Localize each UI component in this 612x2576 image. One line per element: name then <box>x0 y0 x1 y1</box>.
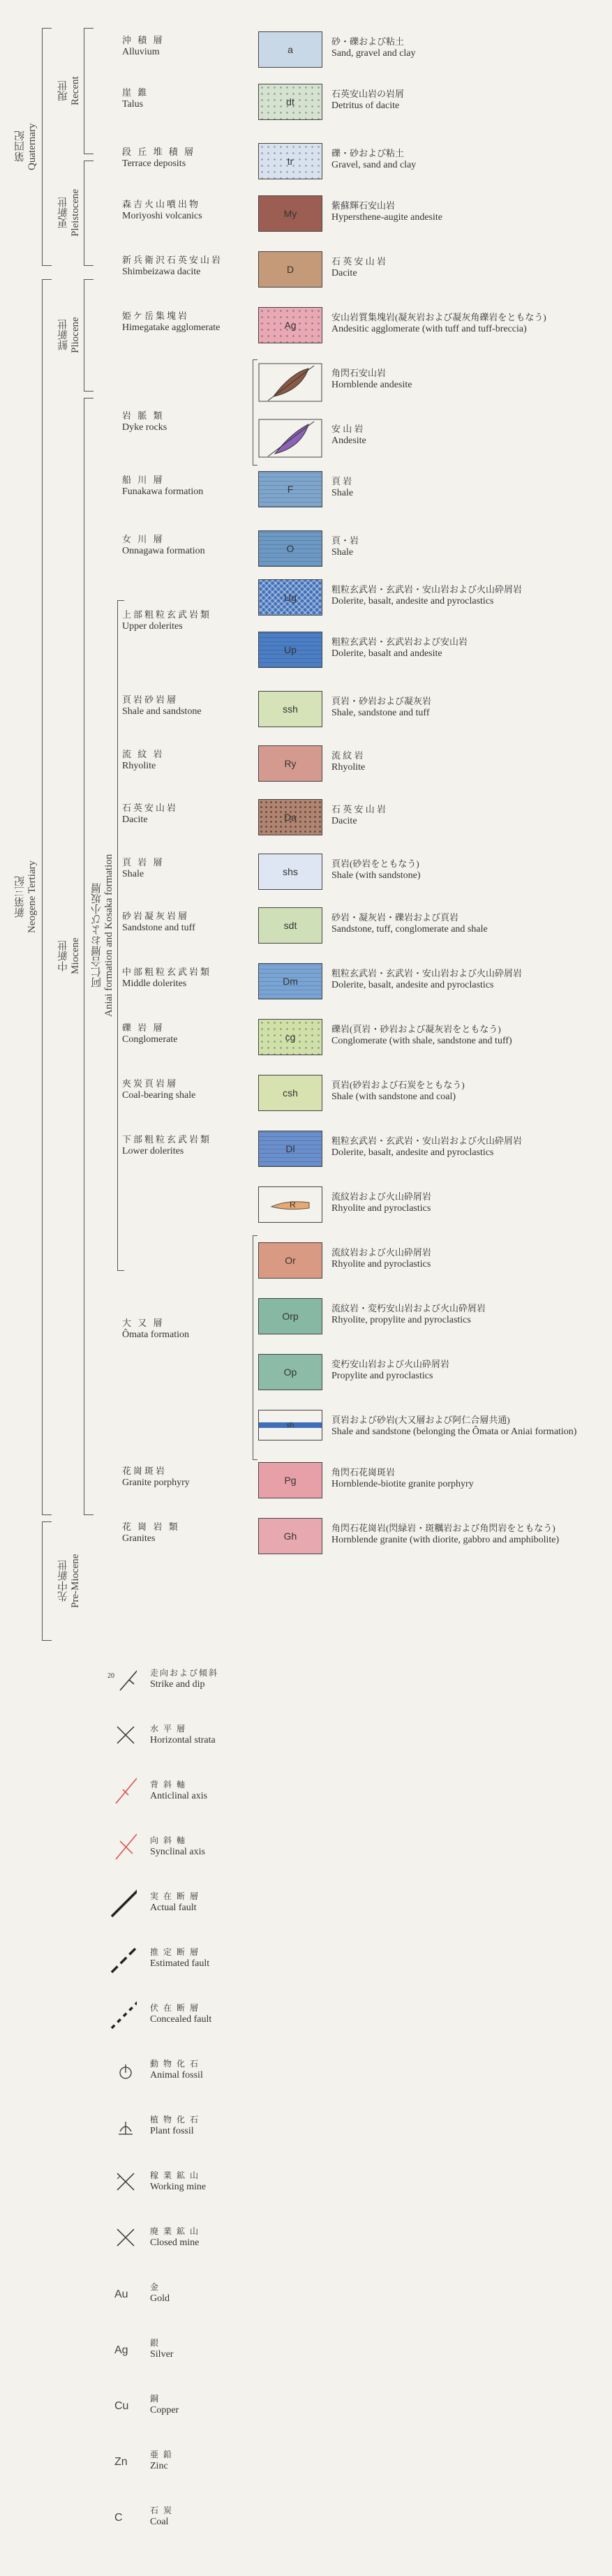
svg-text:Ag: Ag <box>114 2344 128 2356</box>
unit-description: Hornblende-biotite granite porphyry <box>331 1479 474 1489</box>
unit-description: Dolerite, basalt and andesite <box>331 648 442 659</box>
unit-description-jp: 安 山 岩 <box>331 424 364 434</box>
closed-mine-icon <box>105 2222 137 2254</box>
neogene-label: Neogene Tertiary <box>27 860 38 934</box>
legend-label-jp: 亜 鉛 <box>150 2450 174 2459</box>
legend-label: Actual fault <box>150 1903 197 1913</box>
mineral-copper-icon <box>105 2390 137 2422</box>
unit-description-jp: 石英安山岩の岩屑 <box>331 89 405 99</box>
miocene-jp: 中新世 <box>58 940 69 972</box>
unit-description-jp: 砂・礫および粘土 <box>331 36 405 47</box>
unit-description-jp: 角閃石花崗斑岩 <box>331 1467 396 1477</box>
svg-text:Cu: Cu <box>114 2400 129 2412</box>
unit-name: Talus <box>122 99 144 110</box>
unit-name-jp: 船 川 層 <box>122 475 165 485</box>
unit-color-box: a <box>258 31 322 68</box>
svg-text:C: C <box>114 2512 123 2524</box>
legend-label: Closed mine <box>150 2238 200 2248</box>
legend-label: Strike and dip <box>150 1679 205 1690</box>
unit-description: Conglomerate (with shale, sandstone and tuff) <box>331 1036 512 1046</box>
unit-name-jp: 流 紋 岩 <box>122 749 165 759</box>
unit-name: Conglomerate <box>122 1034 178 1045</box>
unit-name-jp: 沖 積 層 <box>122 35 165 45</box>
unit-description-jp: 礫岩(頁岩・砂岩および凝灰岩をともなう) <box>331 1024 501 1034</box>
unit-color-box: Dm <box>258 963 322 999</box>
legend-label: Silver <box>150 2349 174 2360</box>
animal-fossil-icon <box>105 2055 137 2087</box>
unit-name: Funakawa formation <box>122 486 204 497</box>
unit-description: Rhyolite, propylite and pyroclastics <box>331 1315 471 1325</box>
unit-name-jp: 女 川 層 <box>122 534 165 544</box>
svg-text:20: 20 <box>107 1672 114 1680</box>
unit-description: Rhyolite and pyroclastics <box>331 1259 431 1270</box>
legend-label-jp: 銅 <box>150 2394 161 2404</box>
unit-name-jp: 上部粗粒玄武岩類 <box>122 609 212 620</box>
unit-description: Hypersthene-augite andesite <box>331 212 442 223</box>
unit-name-jp: 花 崗 岩 類 <box>122 1521 180 1532</box>
unit-color-box: csh <box>258 1075 322 1111</box>
unit-description: Shale <box>331 547 354 558</box>
legend-label-jp: 金 <box>150 2282 161 2292</box>
unit-description-jp: 紫蘇輝石安山岩 <box>331 200 396 211</box>
unit-color-box: ssh <box>258 691 322 727</box>
unit-description-jp: 頁岩(砂岩をともなう) <box>331 858 419 869</box>
estimated-fault-icon <box>105 1943 137 1975</box>
aniai-label: Aniai formation and Kosaka formation <box>103 854 114 1017</box>
unit-description: Hornblende granite (with diorite, gabbro and amphibolite) <box>331 1535 560 1545</box>
mineral-zinc-icon <box>105 2445 137 2478</box>
unit-name-jp: 中部粗粒玄武岩類 <box>122 967 212 977</box>
pliocene-jp: 鮮新世 <box>58 319 69 351</box>
unit-description: Hornblende andesite <box>331 380 412 390</box>
unit-description: Dacite <box>331 268 357 278</box>
svg-text:Au: Au <box>114 2288 128 2300</box>
unit-color-box: Or <box>258 1242 322 1279</box>
pleistocene-label: Pleistocene <box>70 188 81 237</box>
anticlinal-axis-icon <box>105 1775 137 1808</box>
unit-description: Andesitic agglomerate (with tuff and tuff-breccia) <box>331 324 527 334</box>
unit-name: Rhyolite <box>122 761 156 771</box>
quaternary-label: Quaternary <box>27 123 38 170</box>
unit-name-jp: 頁岩砂岩層 <box>122 694 179 705</box>
legend-label-jp: 推 定 断 層 <box>150 1947 200 1957</box>
unit-description: Dolerite, basalt, andesite and pyroclastics <box>331 596 494 606</box>
unit-description: Detritus of dacite <box>331 100 400 111</box>
legend-label-jp: 背 斜 軸 <box>150 1780 187 1789</box>
unit-color-box: Orp <box>258 1298 322 1334</box>
unit-name-jp: 岩 脈 類 <box>122 410 165 421</box>
unit-name-jp: 花崗斑岩 <box>122 1466 167 1476</box>
unit-color-box: sh <box>258 1410 322 1440</box>
legend-label-jp: 実 在 断 層 <box>150 1891 200 1901</box>
unit-description: Rhyolite <box>331 762 366 773</box>
unit-description-jp: 粗粒玄武岩・玄武岩・安山岩および火山砕屑岩 <box>331 1136 523 1146</box>
unit-description: Shale and sandstone (belonging the Ômata or Aniai formation) <box>331 1427 577 1437</box>
unit-description-jp: 流紋岩および火山砕屑岩 <box>331 1247 432 1258</box>
unit-description: Dolerite, basalt, andesite and pyroclastics <box>331 980 494 990</box>
unit-name-jp: 礫 岩 層 <box>122 1022 165 1033</box>
mineral-coal-icon <box>105 2501 137 2533</box>
plant-fossil-icon <box>105 2110 137 2143</box>
recent-jp: 現世 <box>58 80 69 101</box>
legend-label-jp: 稼 業 鉱 山 <box>150 2171 200 2180</box>
strike-dip-icon <box>105 1664 137 1696</box>
unit-description-jp: 頁岩(砂岩および石炭をともなう) <box>331 1080 465 1090</box>
mineral-gold-icon <box>105 2278 137 2310</box>
unit-description-jp: 粗粒玄武岩・玄武岩・安山岩および火山砕屑岩 <box>331 968 523 978</box>
pliocene-label: Pliocene <box>70 317 81 353</box>
unit-name: Dyke rocks <box>122 422 167 433</box>
legend-label-jp: 廃 業 鉱 山 <box>150 2226 200 2236</box>
unit-description: Sand, gravel and clay <box>331 48 416 59</box>
unit-description-jp: 安山岩質集塊岩(凝灰岩および凝灰角礫岩をともなう) <box>331 312 546 322</box>
unit-name-jp: 砂岩凝灰岩層 <box>122 911 190 921</box>
unit-description-jp: 石 英 安 山 岩 <box>331 804 387 814</box>
legend-label-jp: 銀 <box>150 2338 161 2348</box>
unit-name: Coal-bearing shale <box>122 1090 196 1101</box>
concealed-fault-icon <box>105 1999 137 2031</box>
unit-color-box: dt <box>258 84 322 120</box>
unit-name: Granite porphyry <box>122 1477 190 1488</box>
unit-description-jp: 頁岩・砂岩および凝灰岩 <box>331 696 432 706</box>
unit-name-jp: 姫ケ岳集塊岩 <box>122 311 190 321</box>
unit-description-jp: 角閃石安山岩 <box>331 368 387 378</box>
unit-name-jp: 夾炭頁岩層 <box>122 1078 179 1089</box>
legend-label-jp: 植 物 化 石 <box>150 2115 200 2124</box>
unit-description-jp: 頁 岩 <box>331 476 352 486</box>
unit-color-box: Gh <box>258 1518 322 1554</box>
unit-name: Upper dolerites <box>122 621 183 632</box>
andesite-dyke-symbol <box>258 419 322 461</box>
unit-description: Dacite <box>331 816 357 826</box>
unit-name-jp: 崖 錐 <box>122 87 149 98</box>
unit-description-jp: 粗粒玄武岩・玄武岩・安山岩および火山砕屑岩 <box>331 584 523 595</box>
legend-label: Estimated fault <box>150 1958 210 1969</box>
miocene-label: Miocene <box>70 937 81 975</box>
legend-label: Coal <box>150 2517 169 2527</box>
unit-description-jp: 砂岩・凝灰岩・礫岩および頁岩 <box>331 912 459 923</box>
unit-name: Dacite <box>122 814 148 825</box>
unit-name-jp: 新兵衛沢石英安山岩 <box>122 255 223 265</box>
pleistocene-jp: 更新世 <box>58 197 69 229</box>
unit-name: Shimbeizawa dacite <box>122 267 201 277</box>
unit-color-box: Da <box>258 799 322 835</box>
unit-name: Middle dolerites <box>122 978 187 989</box>
recent-label: Recent <box>70 76 81 105</box>
unit-name-jp: 頁 岩 層 <box>122 857 165 868</box>
unit-name: Alluvium <box>122 47 160 57</box>
legend-label: Working mine <box>150 2182 207 2192</box>
unit-color-box: Up <box>258 632 322 668</box>
unit-name: Himegatake agglomerate <box>122 322 221 333</box>
unit-description: Rhyolite and pyroclastics <box>331 1203 431 1214</box>
svg-text:R: R <box>290 1200 296 1209</box>
unit-color-box: Dl <box>258 1131 322 1167</box>
legend-label: Anticlinal axis <box>150 1791 208 1801</box>
unit-description: Propylite and pyroclastics <box>331 1371 433 1381</box>
legend-label-jp: 向 斜 軸 <box>150 1836 187 1845</box>
neogene-jp: 新第三紀 <box>15 876 26 918</box>
unit-name: Moriyoshi volcanics <box>122 211 202 221</box>
unit-description: Shale (with sandstone and coal) <box>331 1092 456 1102</box>
unit-description: Dolerite, basalt, andesite and pyroclastics <box>331 1147 494 1158</box>
unit-color-box: My <box>258 195 322 232</box>
actual-fault-icon <box>105 1887 137 1919</box>
unit-color-box: Ag <box>258 307 322 343</box>
legend-label-jp: 走向および傾斜 <box>150 1668 219 1678</box>
unit-description-jp: 流紋岩および火山砕屑岩 <box>331 1191 432 1202</box>
legend-label: Gold <box>150 2293 170 2304</box>
synclinal-axis-icon <box>105 1831 137 1863</box>
unit-description: Shale (with sandstone) <box>331 870 421 881</box>
premiocene-label: Pre-Miocene <box>70 1554 81 1608</box>
unit-color-box: cg <box>258 1019 322 1055</box>
unit-description: Gravel, sand and clay <box>331 160 417 170</box>
unit-description-jp: 角閃石花崗岩(閃緑岩・斑糲岩および角閃岩をともなう) <box>331 1523 555 1533</box>
unit-name-jp: 森吉火山噴出物 <box>122 199 201 209</box>
legend-label-jp: 水 平 層 <box>150 1724 187 1734</box>
legend-label: Synclinal axis <box>150 1847 205 1857</box>
unit-color-box: Op <box>258 1354 322 1390</box>
unit-name: Lower dolerites <box>122 1146 184 1156</box>
unit-name: Shale and sandstone <box>122 706 202 717</box>
unit-color-box: D <box>258 251 322 288</box>
unit-name: Sandstone and tuff <box>122 923 195 933</box>
unit-description-jp: 石 英 安 山 岩 <box>331 256 387 267</box>
unit-description-jp: 粗粒玄武岩・玄武岩および安山岩 <box>331 636 468 647</box>
legend-label: Zinc <box>150 2461 168 2471</box>
unit-color-box: F <box>258 471 322 507</box>
legend-label: Concealed fault <box>150 2014 212 2025</box>
unit-description: Andesite <box>331 435 366 446</box>
unit-description: Sandstone, tuff, conglomerate and shale <box>331 924 488 935</box>
mineral-silver-icon <box>105 2334 137 2366</box>
unit-name: Shale <box>122 869 144 879</box>
unit-color-box: O <box>258 530 322 567</box>
unit-color-box: sdt <box>258 907 322 944</box>
legend-label-jp: 石 炭 <box>150 2506 174 2515</box>
unit-name: Onnagawa formation <box>122 546 205 556</box>
legend-label: Copper <box>150 2405 179 2415</box>
unit-name: Terrace deposits <box>122 158 186 169</box>
unit-description: Shale <box>331 488 354 498</box>
unit-color-box: Ug <box>258 579 322 616</box>
quaternary-jp: 第四紀 <box>15 131 26 163</box>
unit-description-jp: 頁岩および砂岩(大又層および阿仁合層共通) <box>331 1415 510 1425</box>
legend-label: Plant fossil <box>150 2126 194 2136</box>
svg-text:Zn: Zn <box>114 2456 128 2468</box>
legend-label: Horizontal strata <box>150 1735 216 1745</box>
unit-description-jp: 流紋岩・変朽安山岩および火山砕屑岩 <box>331 1303 486 1313</box>
legend-label-jp: 伏 在 断 層 <box>150 2003 200 2013</box>
aniai-jp: 阿仁合層および小坂層 <box>91 883 103 988</box>
unit-name-jp: 石英安山岩 <box>122 803 179 813</box>
working-mine-icon <box>105 2166 137 2198</box>
horizontal-strata-icon <box>105 1720 137 1752</box>
hornblende-andesite-dyke-symbol <box>258 363 322 405</box>
unit-name-jp: 下部粗粒玄武岩類 <box>122 1134 212 1145</box>
unit-description: Shale, sandstone and tuff <box>331 708 430 718</box>
unit-description-jp: 変朽安山岩および火山砕屑岩 <box>331 1359 450 1369</box>
legend-label: Animal fossil <box>150 2070 203 2080</box>
unit-name: Ômata formation <box>122 1330 190 1340</box>
unit-color-box: shs <box>258 854 322 890</box>
legend-label-jp: 動 物 化 石 <box>150 2059 200 2069</box>
unit-color-box: tr <box>258 143 322 179</box>
unit-color-box <box>258 1186 322 1223</box>
unit-name-jp: 段 丘 堆 積 層 <box>122 147 196 157</box>
unit-description-jp: 礫・砂および粘土 <box>331 148 405 158</box>
unit-color-box: Pg <box>258 1462 322 1498</box>
premiocene-jp: 先中新世 <box>58 1560 69 1602</box>
unit-color-box: Ry <box>258 745 322 782</box>
unit-name-jp: 大 又 層 <box>122 1318 165 1328</box>
unit-name: Granites <box>122 1533 156 1544</box>
unit-description-jp: 頁・岩 <box>331 535 359 546</box>
unit-description-jp: 流 紋 岩 <box>331 750 364 761</box>
